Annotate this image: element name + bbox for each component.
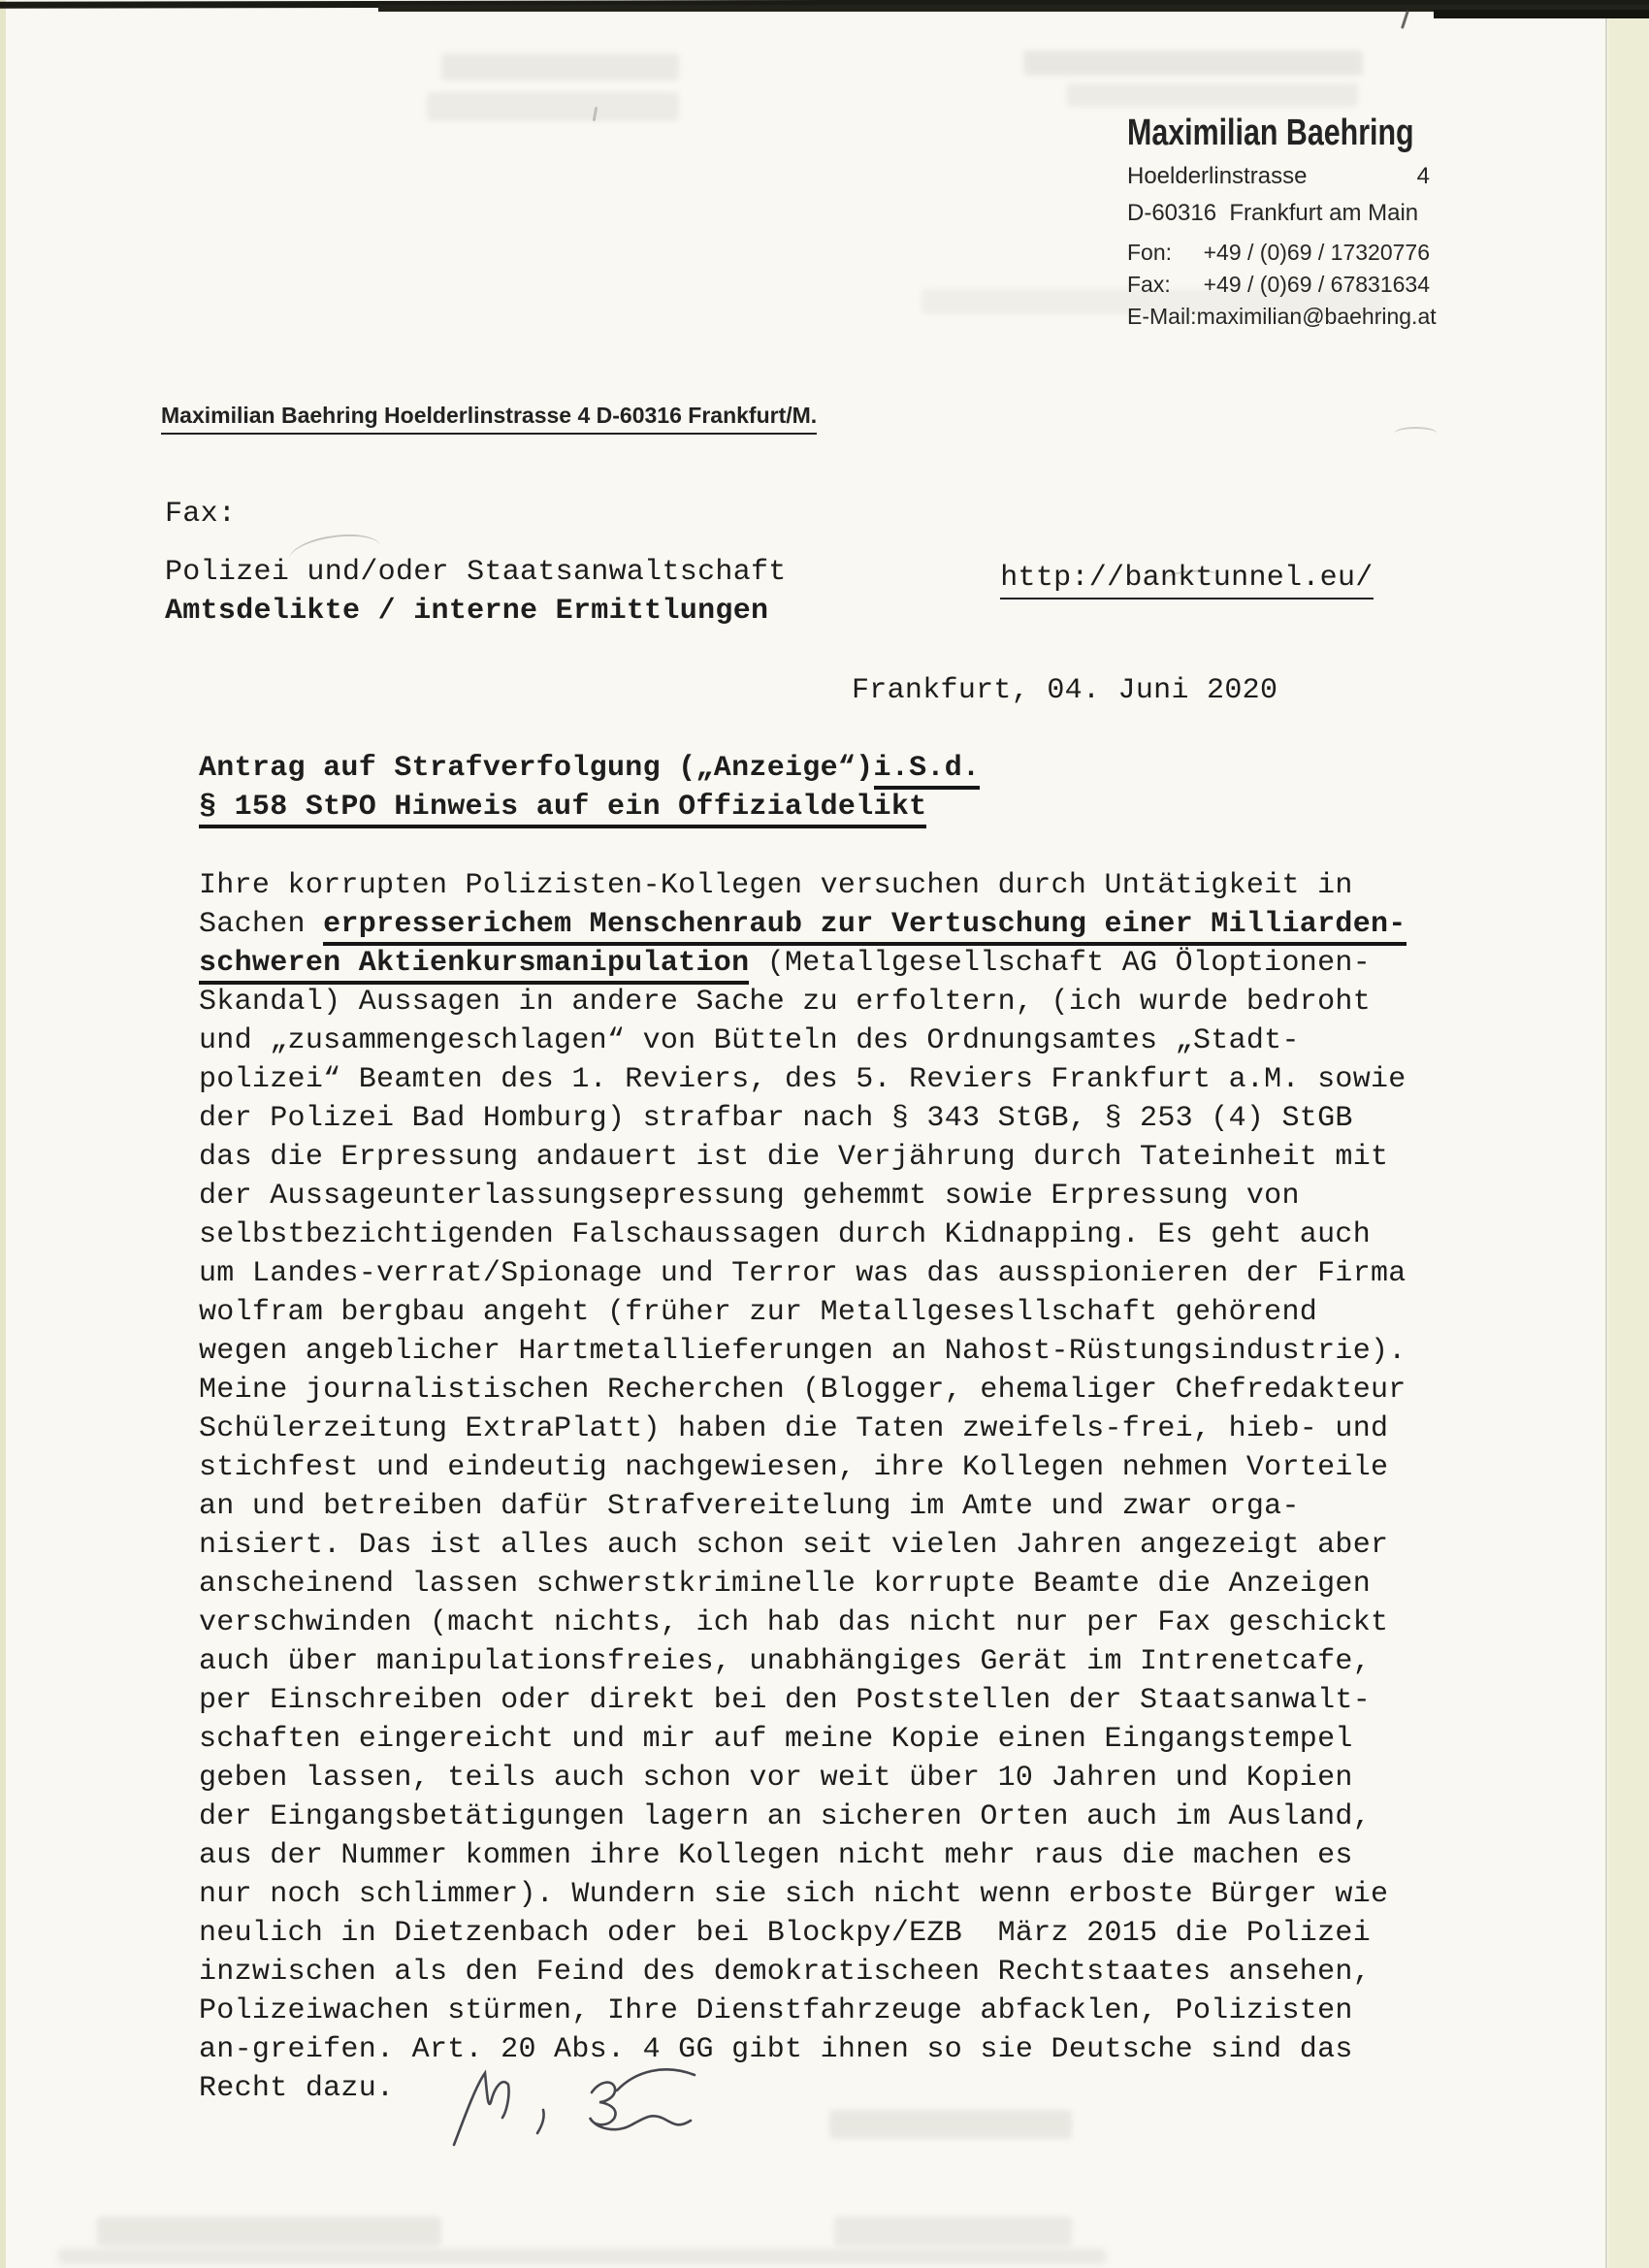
emphasized-text-segment: erpresserichem Menschenraub zur Vertuschung einer Milliarden- xyxy=(323,908,1406,946)
text-segment: und „zusammengeschlagen“ von Bütteln des Ordnungsamtes „Stadt- xyxy=(199,1024,1300,1057)
text-segment: per Einschreiben oder direkt bei den Poststellen der Staatsanwalt- xyxy=(199,1684,1371,1717)
body-line xyxy=(199,1215,1406,1254)
body-line xyxy=(199,1759,1406,1798)
email-row xyxy=(1127,304,1437,330)
phone-row xyxy=(1127,240,1430,266)
bleed-through-artifact xyxy=(1023,50,1363,76)
text-segment: schaften eingereicht und mir auf meine Kopie einen Eingangstempel xyxy=(199,1723,1353,1756)
body-line xyxy=(199,1642,1406,1681)
body-text xyxy=(199,866,1406,2108)
text-segment: der Eingangsbetätigungen lagern an sicheren Orten auch im Ausland, xyxy=(199,1800,1371,1833)
body-line xyxy=(199,1914,1406,1953)
fax-transmission-label: Fax: xyxy=(165,498,237,531)
text-segment: das die Erpressung andauert ist die Verjährung durch Tateinheit mit xyxy=(199,1141,1389,1174)
handwritten-signature xyxy=(436,2059,698,2152)
text-segment: Skandal) Aussagen in andere Sache zu erfoltern, (ich wurde bedroht xyxy=(199,986,1371,1019)
body-line xyxy=(199,866,1406,905)
body-line xyxy=(199,1875,1406,1914)
website-url xyxy=(929,520,1374,636)
text-segment: Ihre korrupten Polizisten-Kollegen versuchen durch Untätigkeit in xyxy=(199,869,1353,902)
text-segment: geben lassen, teils auch schon vor weit über 10 Jahren und Kopien xyxy=(199,1762,1353,1795)
bleed-through-artifact xyxy=(834,2217,1072,2246)
scan-edge-right-artifact xyxy=(1608,0,1649,2268)
sender-street: Hoelderlinstrasse xyxy=(1127,163,1308,189)
emphasized-text-segment: § 158 StPO Hinweis auf ein Offizialdelikt xyxy=(199,791,926,828)
body-line xyxy=(199,1992,1406,2030)
sender-street-row xyxy=(1127,163,1430,190)
text-segment: anscheinend lassen schwerstkriminelle korrupte Beamte die Anzeigen xyxy=(199,1568,1371,1601)
fax-row xyxy=(1127,272,1430,298)
text-segment: aus der Nummer kommen ihre Kollegen nicht mehr raus die machen es xyxy=(199,1839,1353,1872)
scan-line-artifact xyxy=(1605,0,1607,2268)
text-segment: stichfest und eindeutig nachgewiesen, ihre Kollegen nehmen Vorteile xyxy=(199,1451,1389,1484)
text-segment: nisiert. Das ist alles auch schon seit vielen Jahren angezeigt aber xyxy=(199,1529,1389,1562)
body-line xyxy=(199,1487,1406,1526)
phone-value: +49 / (0)69 / 17320776 xyxy=(1203,240,1430,265)
body-line xyxy=(199,2069,1406,2108)
sender-city: D-60316 Frankfurt am Main xyxy=(1127,200,1419,226)
text-segment: auch über manipulationsfreies, unabhängiges Gerät im Intrenetcafe, xyxy=(199,1645,1371,1678)
text-segment: selbstbezichtigenden Falschaussagen durch Kidnapping. Es geht auch xyxy=(199,1218,1371,1251)
pencil-mark-artifact xyxy=(1394,427,1438,440)
body-line xyxy=(199,1177,1406,1215)
text-segment: Antrag auf Strafverfolgung („Anzeige“) xyxy=(199,752,874,785)
body-line xyxy=(199,1448,1406,1487)
recipient-line: Polizei und/oder Staatsanwaltschaft xyxy=(165,556,787,589)
text-segment: Recht dazu. xyxy=(199,2072,395,2105)
bleed-through-artifact xyxy=(97,2217,441,2246)
body-line xyxy=(199,1836,1406,1875)
body-line xyxy=(199,1138,1406,1177)
subject-line xyxy=(199,788,980,826)
body-line xyxy=(199,1060,1406,1099)
emphasized-text-segment: schweren Aktienkursmanipulation xyxy=(199,947,749,985)
text-segment: an-greifen. Art. 20 Abs. 4 GG gibt ihnen so sie Deutsche sind das xyxy=(199,2033,1353,2066)
text-segment: der Aussageunterlassungsepressung gehemmt sowie Erpressung von xyxy=(199,1180,1300,1213)
body-line xyxy=(199,1720,1406,1759)
sender-name: Maximilian Baehring xyxy=(1127,113,1414,153)
return-address-line: Maximilian Baehring Hoelderlinstrasse 4 D-60316 Frankfurt/M. xyxy=(161,403,817,435)
body-line xyxy=(199,1021,1406,1060)
fax-label: Fax: xyxy=(1127,272,1171,297)
recipient-department-line: Amtsdelikte / interne Ermittlungen xyxy=(165,595,769,628)
bleed-through-artifact xyxy=(441,53,679,81)
body-line xyxy=(199,1798,1406,1836)
sender-street-number: 4 xyxy=(1416,163,1430,189)
text-segment: Meine journalistischen Recherchen (Blogger, ehemaliger Chefredakteur xyxy=(199,1374,1406,1407)
text-segment: verschwinden (macht nichts, ich hab das nicht nur per Fax geschickt xyxy=(199,1606,1389,1639)
text-segment: wegen angeblicher Hartmetallieferungen an Nahost-Rüstungsindustrie). xyxy=(199,1335,1406,1368)
text-segment: Schülerzeitung ExtraPlatt) haben die Taten zweifels-frei, hieb- und xyxy=(199,1412,1389,1445)
text-segment: Polizeiwachen stürmen, Ihre Dienstfahrzeuge abfacklen, Polizisten xyxy=(199,1994,1353,2027)
body-line xyxy=(199,1953,1406,1992)
body-line xyxy=(199,983,1406,1021)
body-line xyxy=(199,1332,1406,1371)
body-line xyxy=(199,1526,1406,1565)
body-line xyxy=(199,1409,1406,1448)
body-line xyxy=(199,905,1406,944)
fax-value: +49 / (0)69 / 67831634 xyxy=(1203,272,1430,297)
scan-edge-left-artifact xyxy=(0,0,6,2268)
body-line xyxy=(199,1254,1406,1293)
bleed-through-artifact xyxy=(829,2110,1072,2139)
scan-speck-artifact xyxy=(1401,10,1409,29)
subject-block xyxy=(199,749,980,826)
date-line: Frankfurt, 04. Juni 2020 xyxy=(852,674,1278,707)
body-line xyxy=(199,1099,1406,1138)
text-segment: (Metallgesellschaft AG Öloptionen- xyxy=(749,947,1371,980)
text-segment: der Polizei Bad Homburg) strafbar nach § 343 StGB, § 253 (4) StGB xyxy=(199,1102,1353,1135)
body-line xyxy=(199,2030,1406,2069)
text-segment: inzwischen als den Feind des demokratischeen Rechtstaates ansehen, xyxy=(199,1956,1371,1989)
body-line xyxy=(199,1371,1406,1409)
bleed-through-artifact xyxy=(427,92,679,121)
text-segment: neulich in Dietzenbach oder bei Blockpy/EZB März 2015 die Polizei xyxy=(199,1917,1371,1950)
phone-label: Fon: xyxy=(1127,240,1173,265)
body-line xyxy=(199,1604,1406,1642)
emphasized-text-segment: i.S.d. xyxy=(874,752,981,790)
website-url-text: http://banktunnel.eu/ xyxy=(1000,562,1373,599)
body-line xyxy=(199,1681,1406,1720)
email-value: maximilian@baehring.at xyxy=(1196,304,1437,329)
body-line xyxy=(199,1565,1406,1604)
bleed-through-artifact xyxy=(1067,83,1358,107)
bleed-through-artifact xyxy=(922,289,1154,314)
text-segment: an und betreiben dafür Strafvereitelung im Amte und zwar orga- xyxy=(199,1490,1300,1523)
email-label: E-Mail: xyxy=(1127,304,1197,329)
text-segment: um Landes-verrat/Spionage und Terror was das ausspionieren der Firma xyxy=(199,1257,1406,1290)
scan-edge-top-artifact xyxy=(1434,10,1649,18)
subject-line xyxy=(199,749,980,788)
text-segment: wolfram bergbau angeht (früher zur Metallgesesllschaft gehörend xyxy=(199,1296,1318,1329)
body-line xyxy=(199,1293,1406,1332)
body-line xyxy=(199,944,1406,983)
text-segment: Sachen xyxy=(199,908,324,941)
text-segment: polizei“ Beamten des 1. Reviers, des 5. Reviers Frankfurt a.M. sowie xyxy=(199,1063,1406,1096)
text-segment: nur noch schlimmer). Wundern sie sich nicht wenn erboste Bürger wie xyxy=(199,1878,1389,1911)
bleed-through-artifact xyxy=(58,2249,1106,2264)
